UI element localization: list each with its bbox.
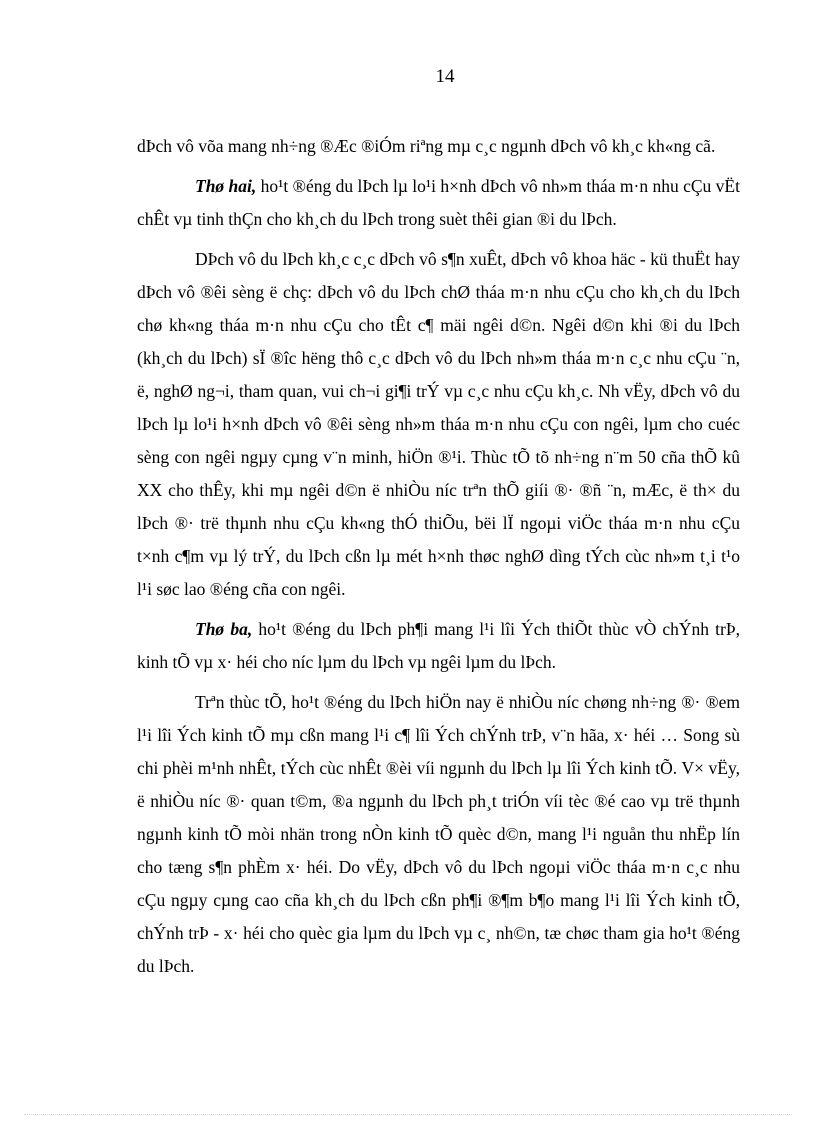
paragraph-text: ho¹t ®éng du lÞch ph¶i mang l¹i lîi Ých thiÕt thùc vÒ chÝnh trÞ, kinh tÕ vµ x· héi cho níc lµm du lÞch vµ ngêi lµm du lÞch. [137, 619, 740, 672]
paragraph-third-point [137, 613, 740, 679]
paragraph-continuation [137, 130, 740, 163]
paragraph-second-point [137, 170, 740, 236]
paragraph-lead: Thø hai, [195, 176, 257, 196]
paragraph-text: Trªn thùc tÕ, ho¹t ®éng du lÞch hiÖn nay ë nhiÒu níc chøng nh÷ng ®· ®em l¹i lîi Ých kinh tÕ mµ cßn mang l¹i c¶ lîi Ých chÝnh trÞ, v¨n hãa, x· héi … Song sù chi phèi m¹nh nhÊt, tÝch cùc nhÊt ®èi víi ngµnh du lÞch lµ lîi Ých kinh tÕ. V× vËy, ë nhiÒu níc ®· quan t©m, ®a ngµnh du lÞch ph¸t triÓn víi tèc ®é cao vµ trë thµnh ngµnh kinh tÕ mòi nhän trong nÒn kinh tÕ quèc d©n, mang l¹i nguån thu nhËp lín cho tæng s¶n phÈm x· héi. Do vËy, dÞch vô du lÞch ngoµi viÖc tháa m·n c¸c nhu cÇu ngµy cµng cao cña kh¸ch du lÞch cßn ph¶i ®¶m b¶o mang l¹i lîi Ých kinh tÕ, chÝnh trÞ - x· héi cho quèc gia lµm du lÞch vµ c¸ nh©n, tæ chøc tham gia ho¹t ®éng du lÞch. [137, 692, 740, 976]
paragraph-text: DÞch vô du lÞch kh¸c c¸c dÞch vô s¶n xuÊt, dÞch vô khoa häc - kü thuËt hay dÞch vô ®êi sèng ë chç: dÞch vô du lÞch chØ tháa m·n nhu cÇu cho kh¸ch du lÞch chø kh«ng tháa m·n nhu cÇu cho tÊt c¶ mäi ngêi d©n. Ngêi d©n khi ®i du lÞch (kh¸ch du lÞch) sÏ ®îc hëng thô c¸c dÞch vô du lÞch nh»m tháa m·n c¸c nhu cÇu ¨n, ë, nghØ ng¬i, tham quan, vui ch¬i gi¶i trÝ vµ c¸c nhu cÇu kh¸c. Nh vËy, dÞch vô du lÞch lµ lo¹i h×nh dÞch vô ®êi sèng nh»m tháa m·n nhu cÇu con ngêi, lµm cho cuéc sèng con ngêi ngµy cµng v¨n minh, hiÖn ®¹i. Thùc tÕ tõ nh÷ng n¨m 50 cña thÕ kû XX cho thÊy, khi mµ ngêi d©n ë nhiÒu níc trªn thÕ giíi ®· ®ñ ¨n, mÆc, ë th× du lÞch ®· trë thµnh nhu cÇu kh«ng thÓ thiÕu, bëi lÏ ngoµi viÖc tháa m·n nhu cÇu t×nh c¶m vµ lý trÝ, du lÞch cßn lµ mét h×nh thøc nghØ dìng tÝch cùc nh»m t¸i t¹o l¹i søc lao ®éng cña con ngêi. [137, 249, 740, 599]
paragraph-service-difference [137, 243, 740, 606]
paragraph-text: dÞch vô võa mang nh÷ng ®Æc ®iÓm riªng mµ c¸c ngµnh dÞch vô kh¸c kh«ng cã. [137, 136, 716, 156]
page-number: 14 [435, 66, 455, 87]
paragraph-lead: Thø ba, [195, 619, 253, 639]
body-text [137, 130, 740, 990]
page-bottom-divider [24, 1114, 792, 1115]
paragraph-economic-benefit [137, 686, 740, 983]
paragraph-text: ho¹t ®éng du lÞch lµ lo¹i h×nh dÞch vô nh»m tháa m·n nhu cÇu vËt chÊt vµ tinh thÇn cho kh¸ch du lÞch trong suèt thêi gian ®i du lÞch. [137, 176, 740, 229]
